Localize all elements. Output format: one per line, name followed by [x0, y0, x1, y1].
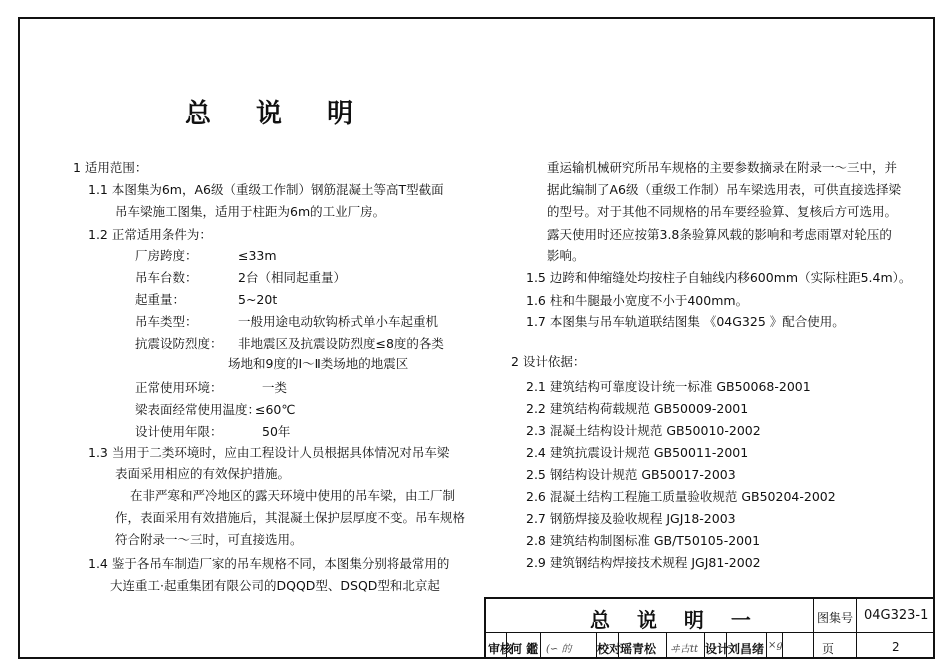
- page-label: 页: [822, 642, 835, 656]
- condition-label: 吊车台数：: [135, 270, 198, 285]
- condition-value: ≤33m: [238, 248, 277, 263]
- check-label: 校对: [597, 642, 622, 656]
- reference-item: 2.7 钢筋焊接及验收规程 JGJ18-2003: [526, 511, 736, 526]
- clause-1-2: 1.2 正常适用条件为：: [88, 227, 212, 242]
- page-title: 总 说 明: [185, 99, 372, 129]
- clause-1-4-line-7: 影响。: [547, 248, 585, 263]
- env-label: 正常使用环境：: [135, 380, 223, 395]
- clause-1-4-line-2: 大连重工·起重集团有限公司的DQQD型、DSQD型和北京起: [110, 578, 440, 593]
- reference-item: 2.6 混凝土结构工程施工质量验收规范 GB50204-2002: [526, 489, 836, 504]
- clause-1-1-line-2: 吊车梁施工图集，适用于柱距为6m的工业厂房。: [115, 204, 386, 219]
- condition-value: 一般用途电动软钩桥式单小车起重机: [238, 314, 439, 329]
- clause-1-4-line-1: 1.4 鉴于各吊车制造厂家的吊车规格不同，本图集分别将最常用的: [88, 556, 450, 571]
- clause-1-3-line-4: 作，表面采用有效措施后，其混凝土保护层厚度不变。吊车规格: [115, 510, 466, 525]
- env-value: 50年: [262, 424, 291, 439]
- clause-1-3-line-5: 符合附录一～三时，可直接选用。: [115, 532, 303, 547]
- page-number: 2: [892, 640, 900, 654]
- title-block-divider: [666, 632, 667, 659]
- reference-item: 2.4 建筑抗震设计规范 GB50011-2001: [526, 445, 749, 460]
- clause-1-3-line-3: 在非严寒和严冷地区的露天环境中使用的吊车梁，由工厂制: [130, 488, 456, 503]
- condition-value-continued: 场地和9度的Ⅰ～Ⅱ类场地的地震区: [228, 356, 409, 371]
- clause-1-6: 1.6 柱和牛腿最小宽度不小于400mm。: [526, 293, 749, 308]
- designer-signature: ×g: [768, 640, 783, 651]
- clause-1-3-line-1: 1.3 当用于二类环境时，应由工程设计人员根据具体情况对吊车梁: [88, 445, 450, 460]
- env-label: 梁表面经常使用温度：: [135, 402, 261, 417]
- reference-item: 2.1 建筑结构可靠度设计统一标准 GB50068-2001: [526, 379, 811, 394]
- atlas-number-label: 图集号: [817, 611, 854, 625]
- clause-1-4-line-4: 据此编制了A6级（重级工作制）吊车梁选用表，可供直接选择梁: [547, 182, 902, 197]
- design-label: 设计: [705, 642, 730, 656]
- review-name: 何 鑑: [510, 642, 539, 656]
- clause-1-5: 1.5 边跨和伸缩缝处均按柱子自轴线内移600mm（实际柱距5.4m）。: [526, 270, 912, 285]
- condition-label: 起重量：: [135, 292, 186, 307]
- title-block-divider: [540, 632, 541, 659]
- reference-item: 2.8 建筑结构制图标准 GB/T50105-2001: [526, 533, 761, 548]
- clause-1-4-line-6: 露天使用时还应按第3.8条验算风载的影响和考虑雨罩对轮压的: [547, 227, 892, 242]
- condition-label: 吊车类型：: [135, 314, 198, 329]
- title-block-divider: [856, 597, 857, 659]
- review-label: 审核: [488, 642, 513, 656]
- title-block-divider: [766, 632, 767, 659]
- sheet-title: 总 说 明 一: [590, 608, 761, 632]
- condition-label: 抗震设防烈度：: [135, 336, 223, 351]
- atlas-number: 04G323-1: [864, 608, 929, 623]
- checker-signature: ヰ古tt: [670, 644, 699, 655]
- section-1-heading: 1 适用范围：: [73, 160, 148, 175]
- clause-1-7: 1.7 本图集与吊车轨道联结图集 《04G325 》配合使用。: [526, 314, 845, 329]
- reference-item: 2.3 混凝土结构设计规范 GB50010-2002: [526, 423, 761, 438]
- reference-item: 2.9 建筑钢结构焊接技术规程 JGJ81-2002: [526, 555, 761, 570]
- check-name: 瑶青松: [620, 642, 657, 656]
- section-2-heading: 2 设计依据：: [511, 354, 586, 369]
- env-value: ≤60℃: [255, 402, 296, 417]
- condition-value: 非地震区及抗震设防烈度≤8度的各类: [238, 336, 444, 351]
- clause-1-1-line-1: 1.1 本图集为6m，A6级（重级工作制）钢筋混凝土等高T型截面: [88, 182, 444, 197]
- condition-value: 2台（相同起重量）: [238, 270, 346, 285]
- reference-item: 2.5 钢结构设计规范 GB50017-2003: [526, 467, 736, 482]
- title-block-divider: [813, 632, 814, 659]
- clause-1-4-line-5: 的型号。对于其他不同规格的吊车要经验算、复核后方可选用。: [547, 204, 898, 219]
- reference-item: 2.2 建筑结构荷载规范 GB50009-2001: [526, 401, 749, 416]
- condition-label: 厂房跨度：: [135, 248, 198, 263]
- reviewer-signature: (∽ 的: [546, 644, 572, 655]
- env-label: 设计使用年限：: [135, 424, 223, 439]
- condition-value: 5~20t: [238, 292, 278, 307]
- clause-1-4-line-3: 重运输机械研究所吊车规格的主要参数摘录在附录一～三中，并: [547, 160, 898, 175]
- clause-1-3-line-2: 表面采用相应的有效保护措施。: [115, 466, 291, 481]
- design-name: 刘昌绪: [728, 642, 765, 656]
- env-value: 一类: [262, 380, 288, 395]
